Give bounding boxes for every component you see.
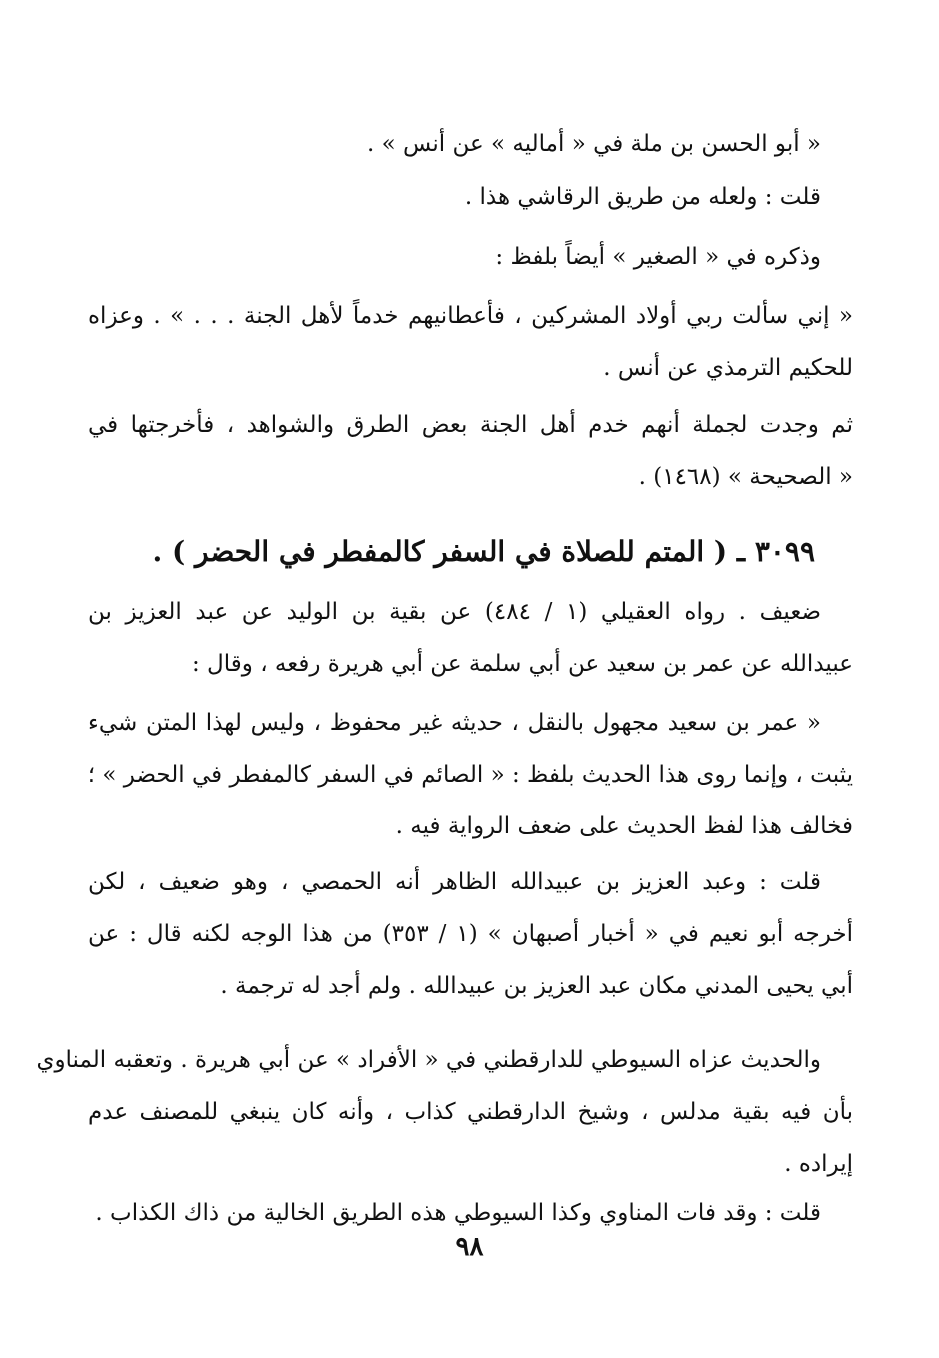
text-line: إيراده .: [784, 1151, 853, 1177]
text-line: « أبو الحسن بن ملة في « أماليه » عن أنس » .: [367, 131, 821, 157]
text-line: ثم وجدت لجملة أنهم خدم أهل الجنة بعض الطرق والشواهد ، فأخرجتها في: [88, 412, 853, 438]
text-line: بأن فيه بقية مدلس ، وشيخ الدارقطني كذاب ، وأنه كان ينبغي للمصنف عدم: [88, 1099, 853, 1125]
text-line: ضعيف . رواه العقيلي (١ / ٤٨٤) عن بقية بن الوليد عن عبد العزيز بن: [88, 599, 821, 625]
text-line: يثبت ، وإنما روى هذا الحديث بلفظ : « الصائم في السفر كالمفطر في الحضر » ؛: [87, 762, 853, 788]
text-line: « الصحيحة » (١٤٦٨) .: [638, 464, 853, 490]
text-line: قلت : وعبد العزيز بن عبيدالله الظاهر أنه الحمصي ، وهو ضعيف ، لكن: [88, 869, 821, 895]
text-line: « إني سألت ربي أولاد المشركين ، فأعطانيهم خدماً لأهل الجنة . . . » . وعزاه: [88, 303, 853, 329]
text-line: وذكره في « الصغير » أيضاً بلفظ :: [495, 244, 821, 270]
text-line: والحديث عزاه السيوطي للدارقطني في « الأفراد » عن أبي هريرة . وتعقبه المناوي: [36, 1047, 821, 1073]
text-line: للحكيم الترمذي عن أنس .: [603, 355, 853, 381]
hadith-heading: ٣٠٩٩ ـ ( المتم للصلاة في السفر كالمفطر في الحضر ) .: [152, 535, 815, 568]
text-line: عبيدالله عن عمر بن سعيد عن أبي سلمة عن أبي هريرة رفعه ، وقال :: [192, 651, 853, 677]
text-line: أبي يحيى المدني مكان عبد العزيز بن عبيدالله . ولم أجد له ترجمة .: [220, 973, 853, 999]
text-line: قلت : ولعله من طريق الرقاشي هذا .: [464, 184, 821, 210]
text-line: فخالف هذا لفظ الحديث على ضعف الرواية فيه .: [395, 813, 853, 839]
text-line: « عمر بن سعيد مجهول بالنقل ، حديثه غير محفوظ ، وليس لهذا المتن شيء: [88, 710, 821, 736]
page-number: ٩٨: [455, 1232, 484, 1262]
text-line: قلت : وقد فات المناوي وكذا السيوطي هذه الطريق الخالية من ذاك الكذاب .: [95, 1200, 821, 1226]
text-line: أخرجه أبو نعيم في « أخبار أصبهان » (١ / ٣٥٣) من هذا الوجه لكنه قال : عن: [88, 921, 854, 947]
